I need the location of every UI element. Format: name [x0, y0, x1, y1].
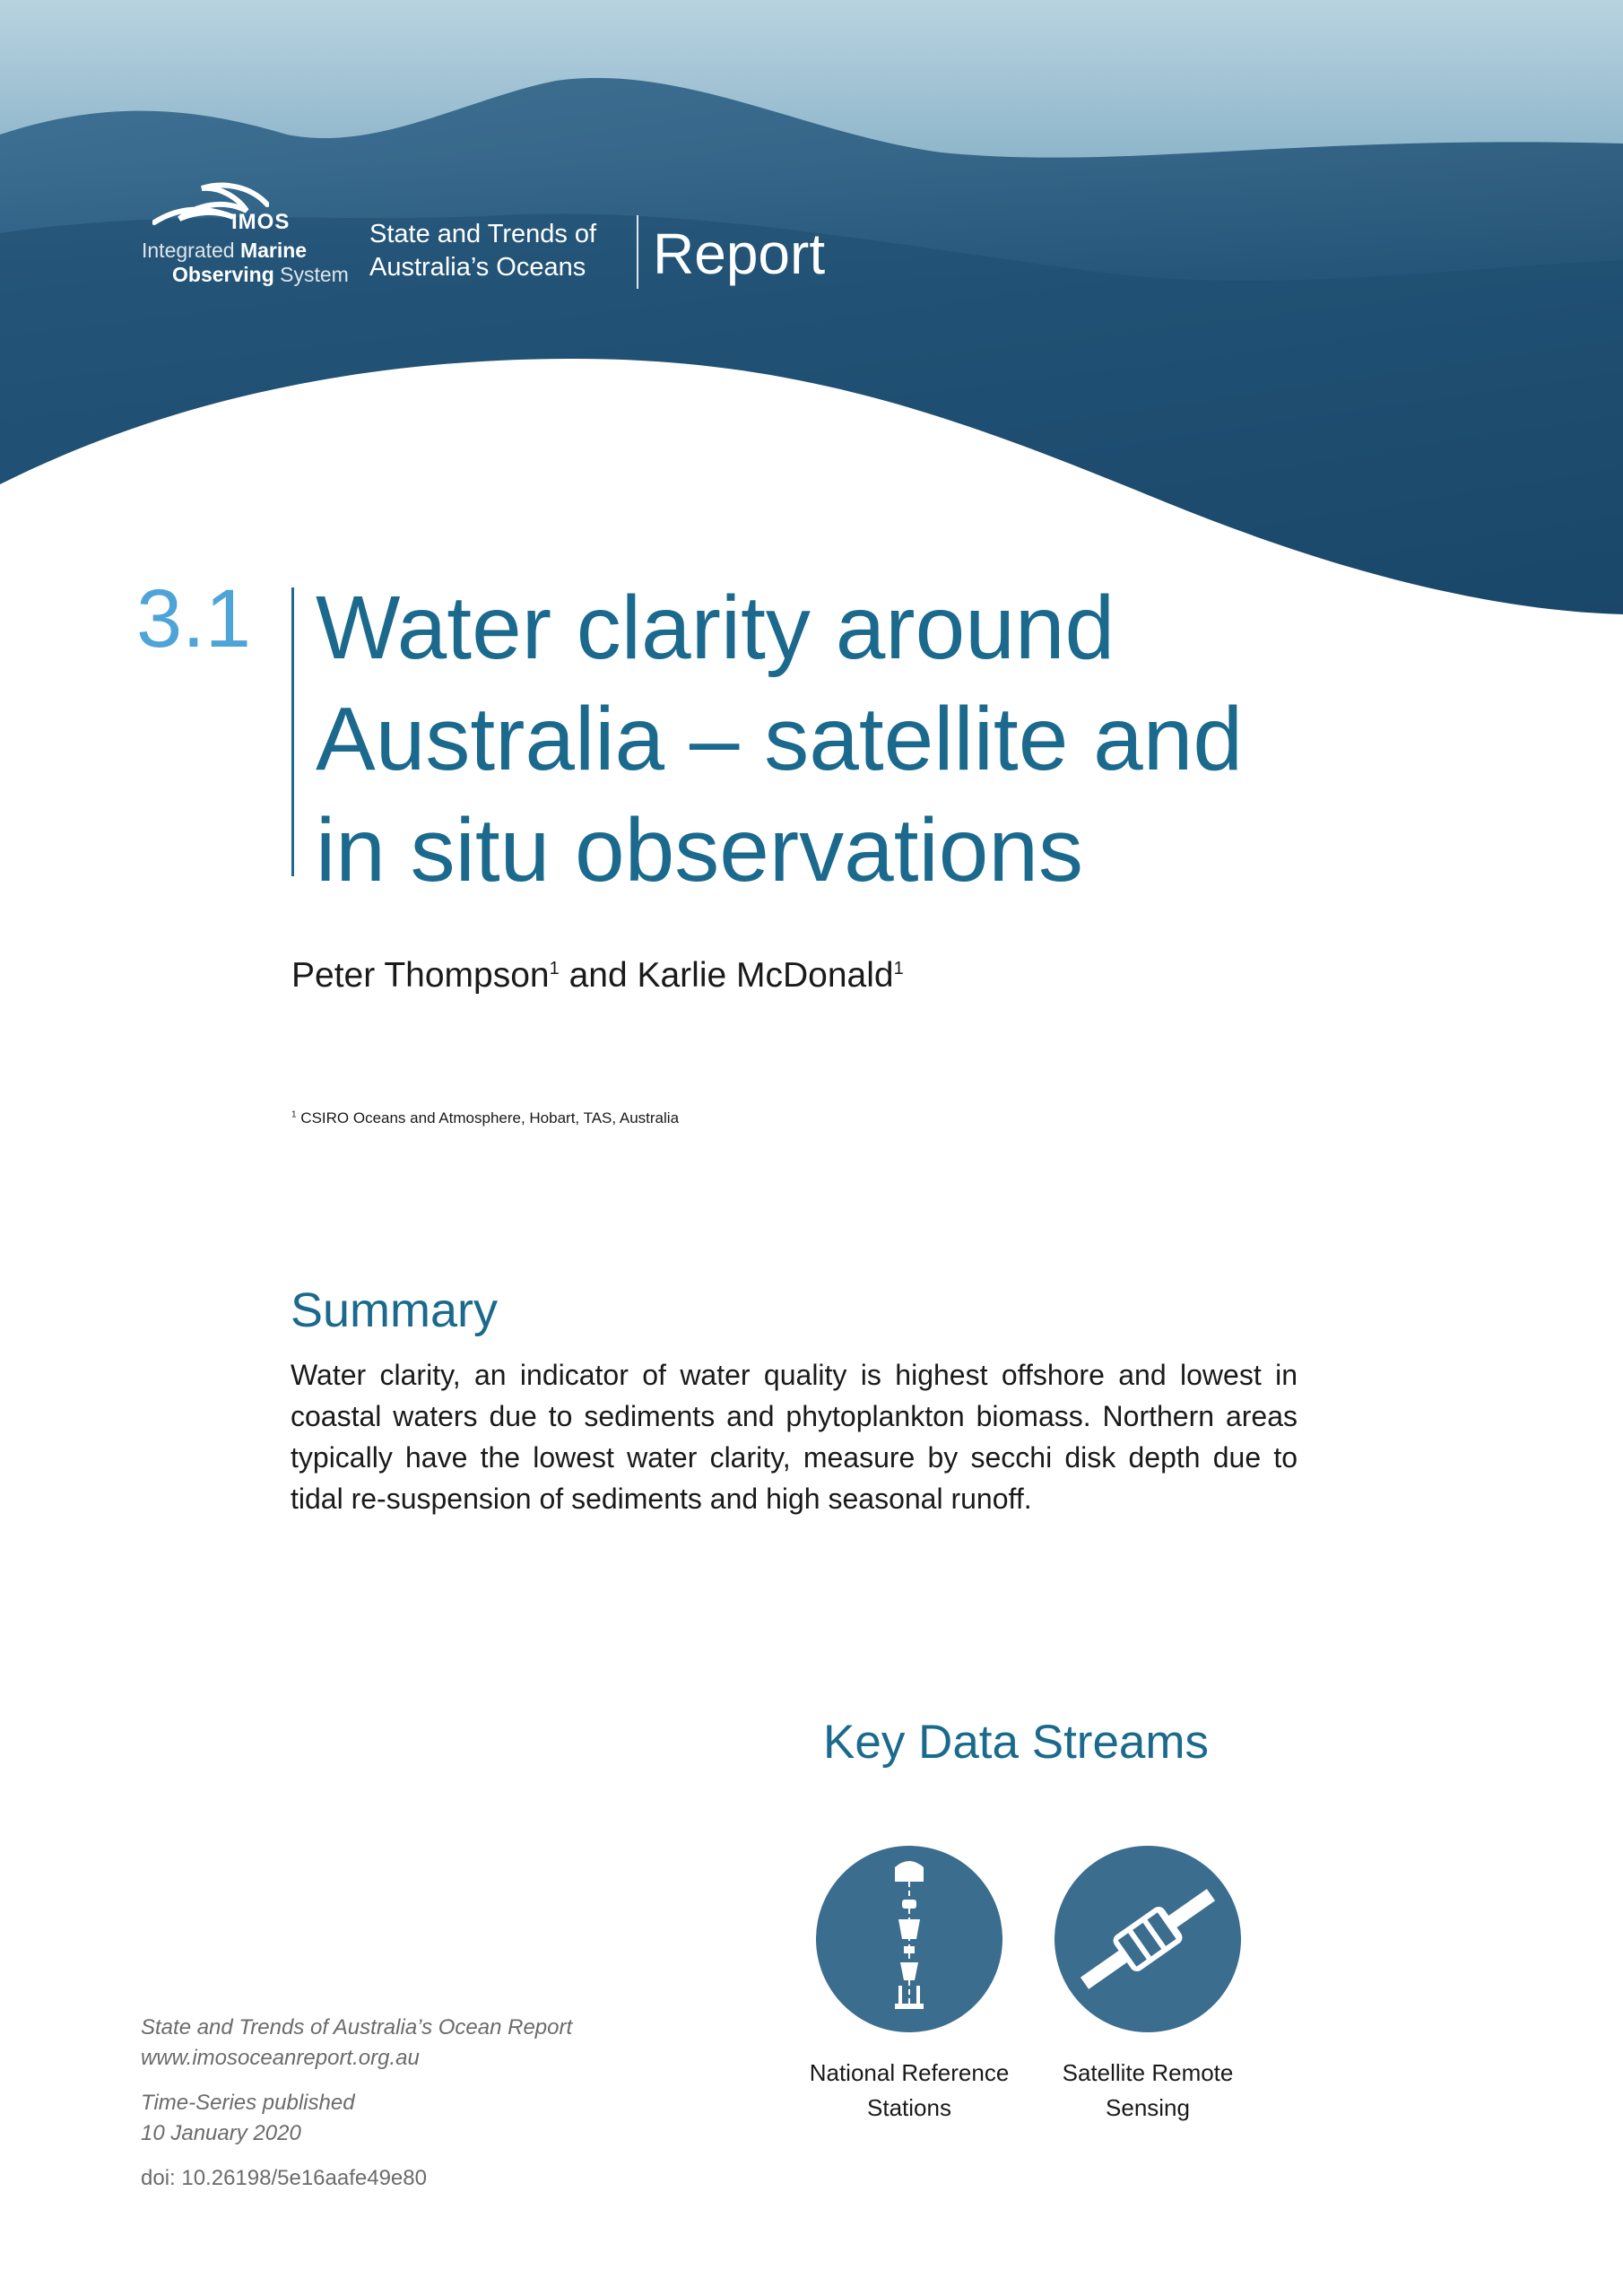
affiliation-marker: 1 [893, 959, 904, 978]
stream-label-line1: Satellite Remote [1062, 2059, 1234, 2086]
logo-acronym: IMOS [231, 210, 291, 234]
summary-heading: Summary [291, 1283, 499, 1337]
series-title-line1: State and Trends of [369, 220, 597, 248]
footer [141, 2013, 572, 2194]
title-accent-bar [291, 587, 294, 876]
affiliation [291, 1109, 679, 1127]
summary-text: Water clarity, an indicator of water quality is highest offshore and lowest in coastal waters due to sediments and phytoplankton biomass. Northern areas typically have the lowest water clarity, measure by secchi disk depth due to tidal re-suspension of sediments and high seasonal runoff. [291, 1359, 1298, 1515]
logo-text-line1: Integrated Marine [142, 239, 308, 262]
series-title-line2: Australia’s Oceans [369, 253, 586, 282]
footer-published-label: Time-Series published [141, 2091, 355, 2115]
series-title [369, 218, 596, 284]
footer-doi[interactable]: doi: 10.26198/5e16aafe49e80 [141, 2166, 427, 2190]
author-name: Peter Thompson [291, 956, 550, 995]
stream-label [1031, 2056, 1264, 2126]
data-stream-satellite-remote-sensing[interactable] [1031, 1846, 1264, 2126]
ocean-header-image [0, 0, 1623, 628]
imos-logo[interactable] [135, 179, 350, 296]
report-label: Report [653, 222, 826, 286]
affiliation-marker: 1 [291, 1109, 297, 1120]
chapter-title-line2: Australia – satellite and [316, 689, 1243, 789]
chapter-title-line3: in situ observations [316, 800, 1084, 900]
data-stream-national-reference-stations[interactable] [793, 1846, 1026, 2126]
key-data-streams-heading: Key Data Streams [823, 1716, 1210, 1769]
author-name: Karlie McDonald [637, 956, 894, 995]
stream-label-line2: Stations [867, 2094, 951, 2121]
stream-label-line2: Sensing [1106, 2094, 1190, 2121]
chapter-title-line1: Water clarity around [316, 578, 1115, 678]
stream-label-line1: National Reference [809, 2059, 1010, 2086]
footer-url[interactable]: www.imosoceanreport.org.au [141, 2046, 420, 2070]
satellite-icon [1055, 1846, 1241, 2032]
chapter-title [316, 572, 1347, 906]
logo-text-line2: Observing System [172, 263, 349, 286]
header-divider [637, 215, 638, 289]
stream-label [793, 2056, 1026, 2126]
footer-report-title: State and Trends of Australia’s Ocean Report [141, 2015, 573, 2039]
mooring-icon [816, 1846, 1002, 2032]
chapter-number: 3.1 [136, 573, 251, 665]
authors [291, 956, 904, 996]
footer-published-date: 10 January 2020 [141, 2121, 301, 2145]
affiliation-text: CSIRO Oceans and Atmosphere, Hobart, TAS, Australia [296, 1109, 680, 1126]
affiliation-marker: 1 [549, 959, 560, 978]
author-joiner: and [559, 956, 638, 995]
